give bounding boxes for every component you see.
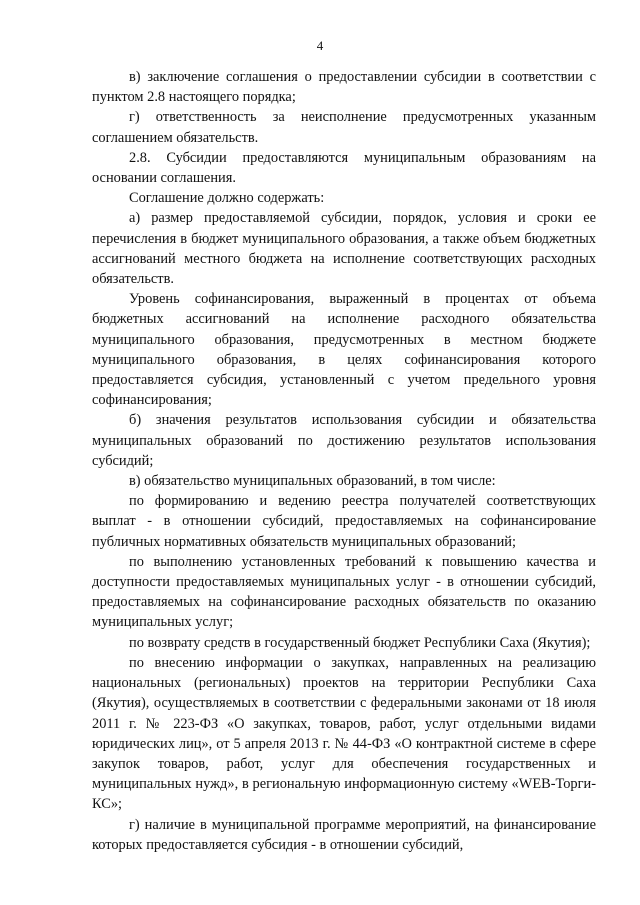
paragraph-item-g-responsibility: г) ответственность за неисполнение предусмотренных указанным соглашением обязательств. xyxy=(92,109,596,146)
paragraph-item-a-subsidy-size: а) размер предоставляемой субсидии, порядок, условия и сроки ее перечисления в бюджет муниципального образования, а также объем бюджетных ассигнований местного бюджета на исполнение соответствующих расходных обязательств. xyxy=(92,210,596,288)
paragraph-item-v-obligations: в) обязательство муниципальных образований, в том числе: xyxy=(129,473,496,490)
page-number: 4 xyxy=(316,38,324,53)
paragraph-refund-obligation: по возврату средств в государственный бюджет Республики Саха (Якутия); xyxy=(129,634,591,651)
paragraph-cofinancing-level: Уровень софинансирования, выраженный в процентах от объема бюджетных ассигнований на исполнение расходного обязательства муниципального образования, предусмотренных в местном бюджете муниципального образования, в целях софинансирования которого предоставляется субсидия, установленный с учетом предельного уровня софинансирования; xyxy=(92,291,596,409)
paragraph-item-v-agreement: в) заключение соглашения о предоставлении субсидии в соответствии с пунктом 2.8 настоящего порядка; xyxy=(92,69,596,106)
paragraph-service-quality-obligation: по выполнению установленных требований к повышению качества и доступности предоставляемых муниципальных услуг - в отношении субсидий, предоставляемых на софинансирование расходных обязательств по оказанию муниципальных услуг; xyxy=(92,553,596,631)
paragraph-item-g-program-measures: г) наличие в муниципальной программе мероприятий, на финансирование которых предоставляется субсидия - в отношении субсидий, xyxy=(92,816,596,853)
paragraph-registry-obligation: по формированию и ведению реестра получателей соответствующих выплат - в отношении субсидий, предоставляемых на софинансирование публичных нормативных обязательств муниципальных образований; xyxy=(92,493,596,550)
paragraph-agreement-contents: Соглашение должно содержать: xyxy=(129,190,325,207)
paragraph-section-2-8: 2.8. Субсидии предоставляются муниципальным образованиям на основании соглашения. xyxy=(92,149,596,187)
paragraph-item-b-results: б) значения результатов использования субсидии и обязательства муниципальных образований по достижению результатов использования субсидий; xyxy=(92,412,596,469)
paragraph-procurement-info-obligation: по внесению информации о закупках, направленных на реализацию национальных (региональных) проектов на территории Республики Саха (Якутия), осуществляемых в соответствии с федеральными законами от 18 июля 2011 г. № 223-ФЗ «О закупках, товаров, работ, услуг отдельными видами юридических лиц», от 5 апреля 2013 г. № 44-ФЗ «О контрактной системе в сфере закупок товаров, работ, услуг для обеспечения государственных и муниципальных нужд», в региональную информационную систему «WEB-Торги-КС»; xyxy=(92,654,596,813)
document-body xyxy=(92,67,596,855)
